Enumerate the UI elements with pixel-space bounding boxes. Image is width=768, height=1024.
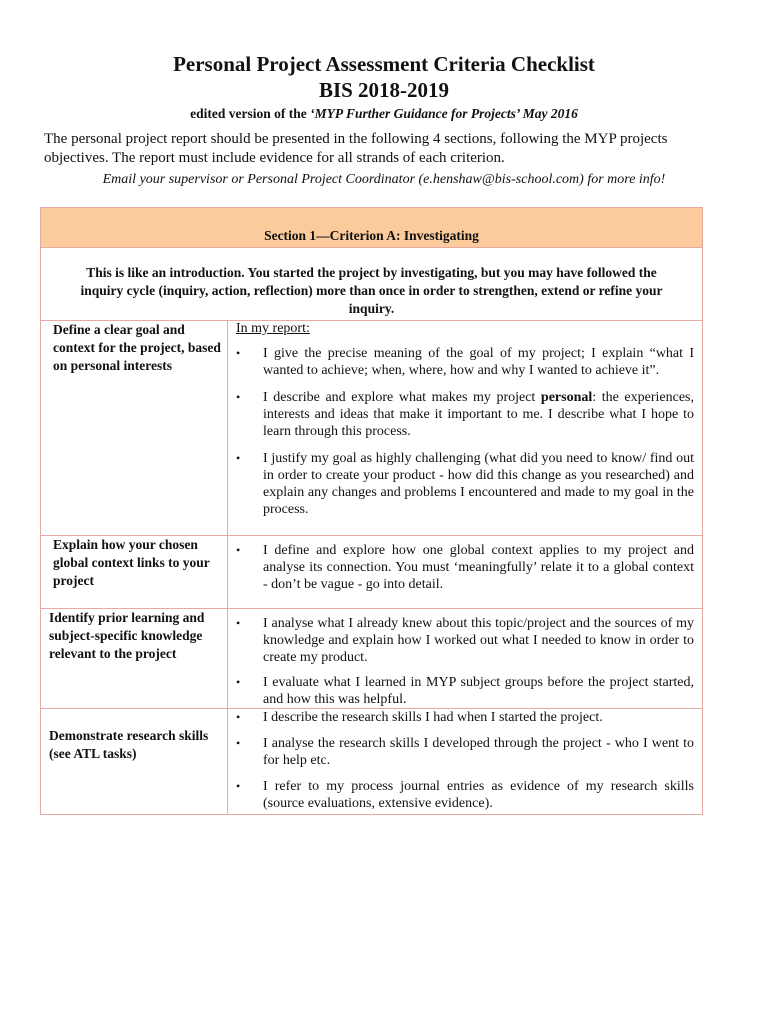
section-header-row [41, 208, 703, 248]
item-text: I analyse what I already knew about this topic/project and the sources of my knowledge and explain how I worked out what I needed to know in order to create my product. [263, 616, 694, 665]
page-title: Personal Project Assessment Criteria Checklist [173, 52, 595, 76]
list-item [236, 778, 694, 812]
criterion-label: Identify prior learning and subject-specific knowledge relevant to the project [41, 609, 228, 709]
criteria-table [40, 207, 703, 815]
criterion-row [41, 536, 703, 609]
item-text: I justify my goal as highly challenging (what did you need to know/ find out in order to create your product - how did this change as you researched) and explain any changes and problems I encountered and made to my goal in the process. [263, 451, 694, 517]
bullet-icon: • [236, 675, 241, 689]
bullet-icon: • [236, 390, 241, 404]
criterion-body [228, 709, 703, 815]
intro-paragraph: The personal project report should be presented in the following 4 sections, following the MYP projects objectives. The report must include evidence for all strands of each criterion. [44, 131, 668, 166]
bullet-icon: • [236, 616, 241, 630]
list-item [236, 450, 694, 518]
item-text: I refer to my process journal entries as evidence of my research skills (source evaluations, extensive evidence). [263, 779, 694, 811]
item-text: I describe the research skills I had when I started the project. [263, 710, 603, 725]
bullet-icon: • [236, 779, 241, 793]
bullet-icon: • [236, 543, 241, 557]
criterion-row [41, 709, 703, 815]
criterion-label: Define a clear goal and context for the project, based on personal interests [41, 321, 228, 536]
bullet-icon: • [236, 736, 241, 750]
item-text: I analyse the research skills I developed through the project - who I went to for help etc. [263, 736, 694, 768]
edited-note [0, 106, 768, 122]
criterion-body [228, 609, 703, 709]
criterion-bullets [236, 345, 694, 518]
section-lead-row [41, 248, 703, 321]
item-text: I give the precise meaning of the goal of my project; I explain “what I wanted to achieve; when, where, how and why I wanted to achieve it”. [263, 346, 694, 378]
item-text-bold: personal [540, 390, 593, 405]
item-text: I define and explore how one global context applies to my project and analyse its connection. You must ‘meaningfully’ relate it to a global context - don’t be vague - go into detail. [263, 543, 694, 592]
bullet-icon: • [236, 451, 241, 465]
email-note: Email your supervisor or Personal Project Coordinator (e.henshaw@bis-school.com) for more info! [102, 172, 666, 187]
criterion-bullets [236, 542, 694, 593]
list-item [236, 542, 694, 593]
edited-prefix: edited version of the [190, 106, 311, 121]
section-lead: This is like an introduction. You started the project by investigating, but you may have followed the inquiry cycle (inquiry, action, reflection) more than once in order to strengthen, extend or refine your inquiry. [41, 248, 703, 321]
bullet-icon: • [236, 710, 241, 724]
criterion-label: Explain how your chosen global context links to your project [41, 536, 228, 609]
bullet-icon: • [236, 346, 241, 360]
list-item [236, 389, 694, 440]
item-text-before: I describe and explore what makes my project [263, 390, 541, 405]
item-text: I evaluate what I learned in MYP subject groups before the project started, and how this was helpful. [263, 675, 694, 707]
list-item [236, 615, 694, 666]
list-item [236, 735, 694, 769]
section-title: Section 1—Criterion A: Investigating [41, 208, 703, 248]
list-item [236, 674, 694, 708]
criterion-bullets [236, 615, 694, 708]
item-text-after: : the experiences, interests and ideas that make it important to me. I describe what I hope to learn through this process. [263, 390, 694, 439]
edited-source: ‘MYP Further Guidance for Projects’ May 2016 [310, 106, 578, 121]
list-item [236, 345, 694, 379]
criterion-body [228, 321, 703, 536]
criterion-row [41, 609, 703, 709]
criterion-bullets [236, 709, 694, 812]
list-item [236, 709, 694, 726]
page-subtitle: BIS 2018-2019 [318, 78, 450, 102]
criterion-body [228, 536, 703, 609]
criterion-row [41, 321, 703, 536]
in-my-report-label: In my report: [236, 321, 310, 336]
criterion-label: Demonstrate research skills (see ATL tasks) [41, 709, 228, 815]
